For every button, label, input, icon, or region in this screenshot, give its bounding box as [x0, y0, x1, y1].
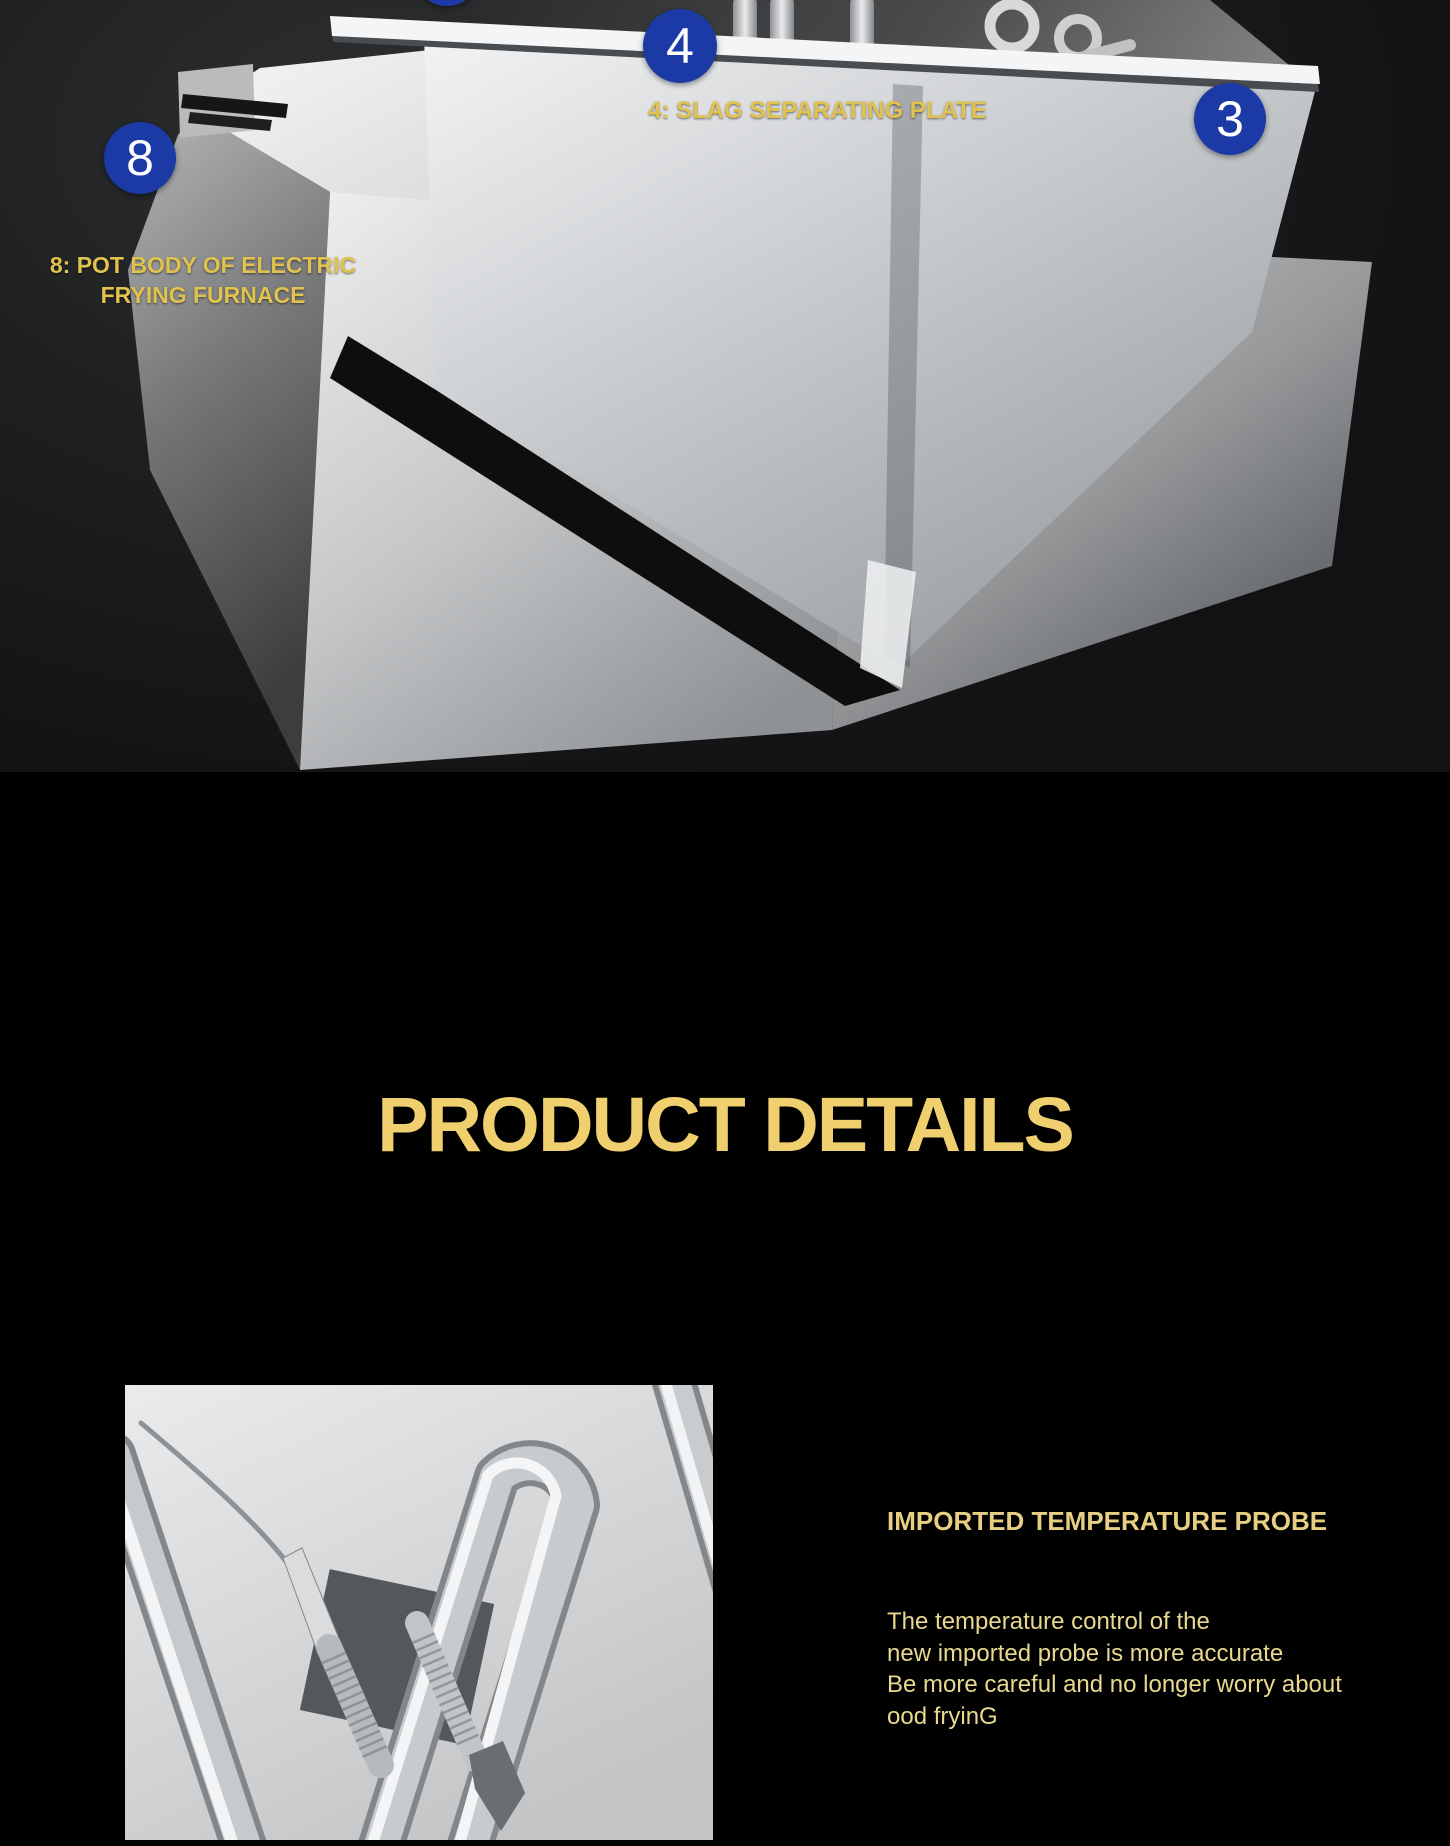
temperature-probe-image — [125, 1385, 713, 1840]
callout-circle-3: 3 — [1194, 83, 1266, 155]
product-details-heading: PRODUCT DETAILS — [377, 1082, 1073, 1168]
probe-feature-description — [887, 1606, 1342, 1732]
pot-base-left-face — [128, 112, 330, 770]
probe-feature-title: IMPORTED TEMPERATURE PROBE — [887, 1506, 1328, 1536]
part-label-slag-separating-plate: 4: SLAG SEPARATING PLATE — [648, 97, 987, 124]
probe-description-line: Be more careful and no longer worry about — [887, 1671, 1342, 1699]
probe-description-line: new imported probe is more accurate — [887, 1639, 1284, 1667]
probe-illustration — [125, 1385, 713, 1840]
probe-description-line: The temperature control of the — [887, 1608, 1210, 1635]
callout-circle-4: 4 — [643, 9, 717, 83]
probe-description-line: ood fryinG — [887, 1702, 998, 1730]
part-label-pot-body-line2: FRYING FURNACE — [100, 281, 306, 308]
part-label-pot-body — [42, 251, 364, 310]
callout-circle-8: 8 — [104, 122, 176, 194]
product-photo-section — [0, 0, 1450, 772]
part-label-pot-body-line1: 8: POT BODY OF ELECTRIC — [49, 252, 357, 278]
